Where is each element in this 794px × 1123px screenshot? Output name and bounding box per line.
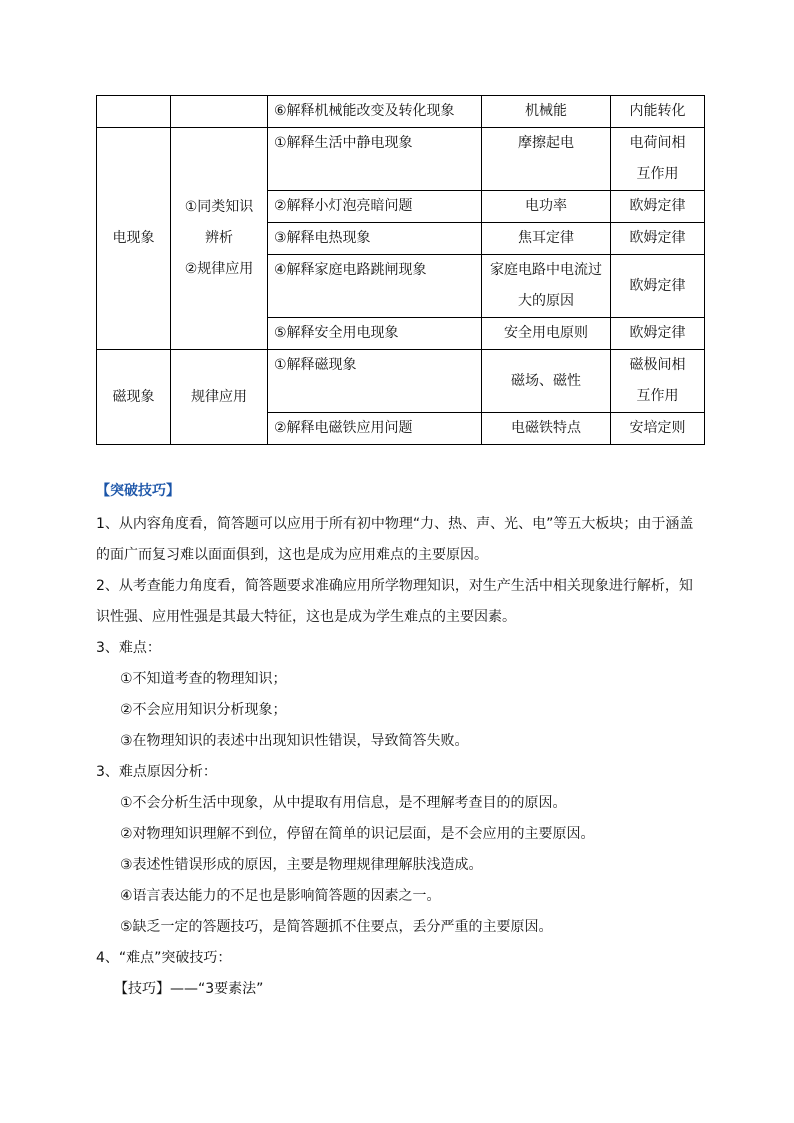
- table-cell: 欧姆定律: [611, 191, 705, 223]
- list-item: ②对物理知识理解不到位，停留在简单的识记层面，是不会应用的主要原因。: [120, 826, 595, 842]
- table-cell: 内能转化: [611, 96, 705, 128]
- table-cell: 磁场、磁性: [482, 350, 611, 413]
- section-title: 【突破技巧】: [96, 483, 180, 499]
- table-cell-method: 规律应用: [171, 350, 268, 445]
- table-cell: ⑤解释安全用电现象: [268, 318, 482, 350]
- table-cell: 焦耳定律: [482, 223, 611, 255]
- table-cell: 欧姆定律: [611, 223, 705, 255]
- table-cell: ③解释电热现象: [268, 223, 482, 255]
- list-item: ③在物理知识的表述中出现知识性错误，导致简答失败。: [120, 733, 469, 749]
- table-cell: ⑥解释机械能改变及转化现象: [268, 96, 482, 128]
- cell-line: 磁极间相: [629, 357, 686, 373]
- table-cell-method: [171, 128, 268, 350]
- table-cell: ④解释家庭电路跳闸现象: [268, 255, 482, 318]
- table-cell: 机械能: [482, 96, 611, 128]
- table-cell: [611, 350, 705, 413]
- table-cell-category: 电现象: [97, 128, 171, 350]
- table-cell: [97, 96, 171, 128]
- table-cell: 电功率: [482, 191, 611, 223]
- table-row: [97, 96, 705, 128]
- table-cell: ②解释小灯泡亮暗问题: [268, 191, 482, 223]
- list-item: ①不知道考查的物理知识；: [120, 671, 287, 687]
- list-item: ③表述性错误形成的原因，主要是物理规律理解肤浅造成。: [120, 857, 483, 873]
- table-cell: ①解释磁现象: [268, 350, 482, 413]
- list-item: ①不会分析生活中现象，从中提取有用信息，是不理解考查目的的原因。: [120, 795, 567, 811]
- table-cell: 摩擦起电: [482, 128, 611, 191]
- table-cell: 安培定则: [611, 413, 705, 445]
- table-cell: [171, 96, 268, 128]
- paragraph: 1、从内容角度看，简答题可以应用于所有初中物理“力、热、声、光、电”等五大板块；由于涵盖的面广而复习难以面面俱到，这也是成为应用难点的主要原因。: [96, 516, 694, 563]
- table-row: [97, 350, 705, 413]
- cell-line: 辨析: [205, 230, 233, 246]
- table-cell: 欧姆定律: [611, 255, 705, 318]
- paragraph: 2、从考查能力角度看，简答题要求准确应用所学物理知识，对生产生活中相关现象进行解析，知识性强、应用性强是其最大特征，这也是成为学生难点的主要因素。: [96, 578, 693, 625]
- list-item: ②不会应用知识分析现象；: [120, 702, 287, 718]
- paragraph: 3、难点原因分析：: [96, 764, 217, 780]
- paragraph: 3、难点：: [96, 640, 161, 656]
- list-item: ⑤缺乏一定的答题技巧，是简答题抓不住要点，丢分严重的主要原因。: [120, 919, 553, 935]
- paragraph: 4、“难点”突破技巧：: [96, 950, 232, 966]
- table-row: [97, 128, 705, 191]
- cell-line: ②规律应用: [184, 261, 254, 277]
- table-cell: ①解释生活中静电现象: [268, 128, 482, 191]
- cell-line: 家庭电路中电流过: [490, 262, 602, 278]
- table-cell: [611, 128, 705, 191]
- cell-line: 互作用: [636, 166, 679, 182]
- table-cell: 欧姆定律: [611, 318, 705, 350]
- paragraph: 【技巧】——“3要素法”: [114, 981, 264, 997]
- table-cell: 安全用电原则: [482, 318, 611, 350]
- list-item: ④语言表达能力的不足也是影响简答题的因素之一。: [120, 888, 441, 904]
- table-cell: 电磁铁特点: [482, 413, 611, 445]
- table-cell-category: 磁现象: [97, 350, 171, 445]
- cell-line: ①同类知识: [184, 199, 254, 215]
- cell-line: 大的原因: [518, 293, 574, 309]
- cell-line: 电荷间相: [629, 135, 686, 151]
- table-cell: ②解释电磁铁应用问题: [268, 413, 482, 445]
- knowledge-table: [96, 95, 705, 445]
- cell-line: 互作用: [636, 388, 679, 404]
- table-cell: [482, 255, 611, 318]
